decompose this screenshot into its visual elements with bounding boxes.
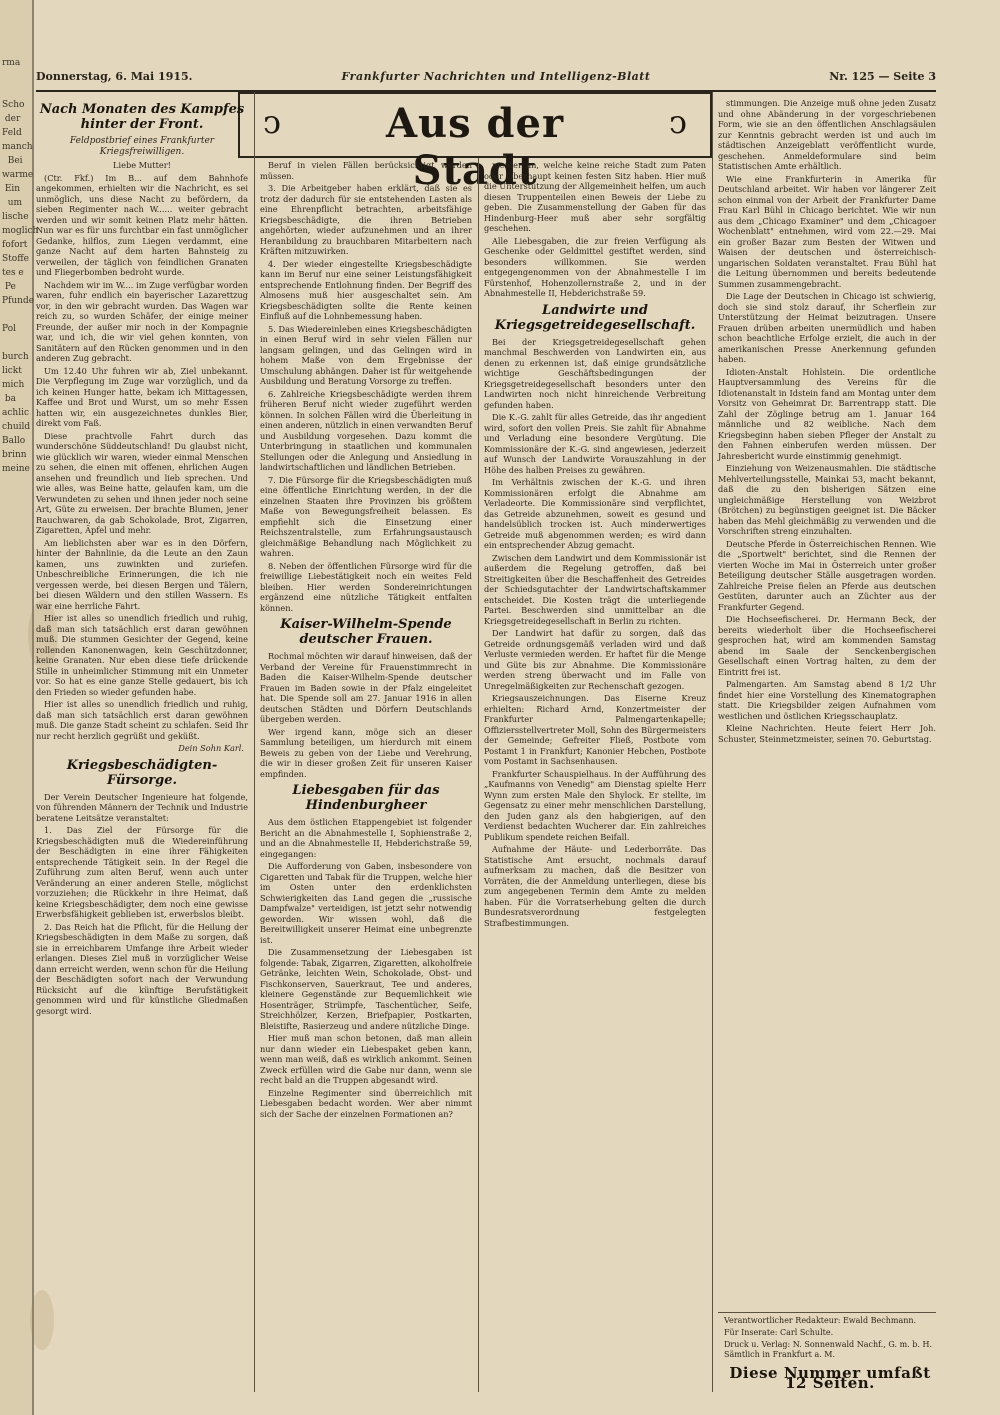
paragraph: Hier ist alles so unendlich friedlich und ruhig, daß man sich tatsächlich erst daran gewöhnen muß. Die stummen Gesichter der Gegend, keine rollenden Kanonenwagen, kein Geschützdonner, keine Granaten. Nur eben diese tiefe drückende Stille in unheimlicher Stimmung mit ein Unmeter vor. So hat es eine ganze Stelle gedauert, bis ich den Frieden so wieder gefunden habe. (36, 613, 248, 697)
article-heading: Nach Monaten des Kampfes hinter der Front. (39, 102, 245, 132)
column-2 (260, 160, 472, 1394)
article-subheading: Feldpostbrief eines Frankfurter Kriegsfreiwilligen. (69, 136, 215, 157)
article-heading: Liebesgaben für das Hindenburgheer (292, 783, 440, 813)
column-divider (712, 92, 713, 1392)
imprint-druck: Druck u. Verlag: N. Sonnenwald Nachf., G. m. b. H. Sämtlich in Frankfurt a. M. (724, 1340, 932, 1359)
paragraph: Rochmal möchten wir darauf hinweisen, daß der Verband der Vereine für Frauenstimmrecht in Baden die Kaiser-Wilhelm-Spende deutscher Frauen im Baden sowie in der Pfalz eingeleitet hat. Die Spende soll am 27. Januar 1916 in allen deutschen Städten und Dörfern Deutschlands übergeben werden. (260, 651, 472, 724)
paragraph: Alle Liebesgaben, die zur freien Verfügung als Geschenke oder Geldmittel gestiftet werden, sind besonders willkommen. Sie werden entgegengenommen von der Abnahmestelle I im Fürstenhof, Hohenzollernstraße 2, und in der Abnahmestelle II, Hebderichstraße 59. (484, 235, 706, 298)
imprint-inserate: Für Inserate: Carl Schulte. (724, 1328, 834, 1337)
paragraph: Einzelne Regimenter sind überreichlich mit Liebesgaben bedacht worden. Wer aber nimmt sich der Sache der einzelnen Formationen an? (260, 1087, 472, 1119)
header-date: Donnerstag, 6. Mai 1915. (36, 70, 193, 83)
paragraph: Beruf in vielen Fällen berücksichtigt werden müssen. (260, 160, 472, 181)
left-ornament-icon: ↄ (263, 103, 281, 141)
paragraph: 5. Das Wiedereinleben eines Kriegsbeschädigten in einen Beruf wird in sehr vielen Fällen nur langsam gelingen, und das Gelingen wird in hohem Maße von dem Ergebnisse der Umschulung abhängen. Daher ist für weitgehende Ausbildung und Beratung Vorsorge zu treffen. (260, 323, 472, 386)
paragraph: 4. Der wieder eingestellte Kriegsbeschädigte kann im Beruf nur eine seiner Leistungsfähigkeit entsprechende Entlohnung finden. Der Begriff des Almosens muß hier ausgeschaltet sein. Am Kriegsbeschädigten sollte die Rente keinen Einfluß auf die Lohnbemessung haben. (260, 258, 472, 321)
paragraph: Die K.-G. zahlt für alles Getreide, das ihr angedient wird, sofort den vollen Preis. Sie zahlt für Abnahme und Verladung eine besondere Vergütung. Die Kommissionäre der K.-G. sind angewiesen, jederzeit auf Wunsch der Landwirte Vorauszahlung in der Höhe des halben Preises zu gewähren. (484, 412, 706, 475)
previous-page-text: rma Scho der Feld manch Bei warme Ein um lische moglich fofort Stoffe tes e Pe Pfunde Pol burch lickt mich ba achlic chuild Ballo brinn meine (2, 58, 39, 474)
paragraph: menter an, welche keine reiche Stadt zum Paten oder Oberhaupt keinen festen Sitz haben. Hier muß die Unterstützung der Allgemeinheit helfen, um auch diesen Truppenteilen einen Beweis der Liebe zu geben. Die Zusammenstellung der Gaben für das Hindenburg-Heer muß aber sehr sorgfältig geschehen. (484, 160, 707, 233)
paragraph: Aufnahme der Häute- und Lederborräte. Das Statistische Amt ersucht, nochmals darauf aufmerksam zu machen, daß die Besitzer von Vorräten, die der Anmeldung unterliegen, diese bis zum angegebenen Termin dem Amte zu melden haben. Für die Vorratserhebung gelten die durch Bundesratsverordnung festgelegten Strafbestimmungen. (484, 844, 706, 928)
footer-rule (718, 1312, 936, 1313)
paragraph: Deutsche Pferde in Österreichischen Rennen. Wie die „Sportwelt" berichtet, sind die Rennen der vierten Woche im Mai in Österreich unter großer Beteiligung deutscher Ställe ausgetragen worden. Zahlreiche Preise fielen an Pferde aus deutschen Gestüten, darunter auch an Züchter aus der Frankfurter Gegend. (718, 538, 936, 612)
imprint-editor: Verantwortlicher Redakteur: Ewald Bechmann. (724, 1316, 917, 1325)
paragraph: Am lieblichsten aber war es in den Dörfern, hinter der Bahnlinie, da die Leute an den Zaun kamen, uns zuwinkten und zuriefen. Unbeschreibliche Erinnerungen, die ich nie vergessen werde, bei diesen Bergen und Tälern, bei diesen Wäldern und den stillen Wassern. Es war eine herrliche Fahrt. (36, 537, 248, 611)
paragraph: Zwischen dem Landwirt und dem Kommissionär ist außerdem die Regelung getroffen, daß bei Streitigkeiten über die Beschaffenheit des Getreides der Schiedsgutachter der Landwirtschaftskammer entscheidet. Die Kosten trägt die unterliegende Partei. Beschwerden sind unmittelbar an die Kriegsgetreidegesellschaft in Berlin zu richten. (484, 552, 706, 626)
paragraph: Im Verhältnis zwischen der K.-G. und ihren Kommissionären erfolgt die Abnahme am Verladeorte. Die Kommissionäre sind verpflichtet, das Getreide abzunehmen, soweit es gesund und handelsüblich trocken ist. Auch minderwertiges Getreide muß abgenommen werden; es wird dann ein entsprechender Abzug gemacht. (484, 477, 706, 550)
page-header (36, 70, 936, 90)
right-ornament-icon: ↄ (669, 103, 687, 141)
paragraph: Palmengarten. Am Samstag abend 8 1/2 Uhr findet hier eine Vorstellung des Kinematographen statt. Die Kriegsbilder zeigen Aufnahmen vom westlichen und östlichen Kriegsschauplatz. (718, 679, 936, 721)
paragraph: 3. Die Arbeitgeber haben erklärt, daß sie es trotz der dadurch für sie entstehenden Lasten als eine Ehrenpflicht betrachten, arbeitsfähige Kriegsbeschädigte, die ihren Betrieben angehörten, wieder aufzunehmen und an ihrer Heranbildung zu brauchbaren Mitarbeitern nach Kräften mitzuwirken. (260, 183, 472, 256)
paragraph: Die Lage der Deutschen in Chicago ist schwierig, doch sie sind stolz darauf, ihr Scherflein zur Unterstützung der Heimat beizutragen. Unsere Frauen drüben arbeiten unermüdlich und haben schon beachtliche Erfolge erzielt, die auch in der amerikanischen Presse Anerkennung gefunden haben. (718, 291, 936, 364)
article-heading: Kaiser-Wilhelm-Spende deutscher Frauen. (280, 617, 452, 647)
paragraph: Kleine Nachrichten. Heute feiert Herr Joh. Schuster, Steinmetzmeister, seinen 70. Geburtstag. (718, 723, 936, 744)
paragraph: Kriegsauszeichnungen. Das Eiserne Kreuz erhielten: Richard Arnd, Konzertmeister der Frankfurter Palmengartenkapelle; Offiziersstellvertreter Moll, Sohn des Bürgermeisters der Gemeinde; Gefreiter Fließ, Postbote vom Postamt 1 in Frankfurt; Kanonier Hebchen, Postbote vom Postamt in Sachsenhausen. (484, 693, 706, 766)
paragraph: Idioten-Anstalt Hohlstein. Die ordentliche Hauptversammlung des Vereins für die Idiotenanstalt in Idstein fand am Montag unter dem Vorsitz von Geheimrat Dr. Barrentrapp statt. Die Zahl der Zöglinge betrug am 1. Januar 164 männliche und 82 weibliche. Nach dem Kriegsbeginn haben sieben Pfleger der Anstalt zu den Fahnen einberufen werden müssen. Der Jahresbericht wurde einstimmig genehmigt. (718, 366, 936, 461)
page (36, 40, 988, 1400)
header-page-number: Nr. 125 — Seite 3 (829, 70, 936, 83)
paragraph: 6. Zahlreiche Kriegsbeschädigte werden ihrem früheren Beruf nicht wieder zugeführt werden können. In solchen Fällen wird die Überleitung in einen anderen, nützlich in einen verwandten Beruf und Ausbildung vorgesehen. Dazu kommt die Unterbringung in staatlichen und kommunalen Stellungen oder die Anlegung und Ansiedlung in landwirtschaftlichen und ländlichen Betrieben. (260, 388, 472, 472)
paragraph: Nachdem wir im W.... im Zuge verfügbar worden waren, fuhr endlich ein bayerischer Lazarettzug vor, in den wir gebracht wurden. Das Wagen war reich zu, so wurden Schäfer, der einige meiner Freunde, der außer mir noch in der Kompagnie war, und ich, die wir viel gehen konnten, von Sanitätern auf den Rücken genommen und in den anderen Zug gebracht. (36, 279, 248, 363)
previous-page-edge (0, 0, 39, 1415)
column-3 (484, 160, 706, 1394)
paragraph: Die Aufforderung von Gaben, insbesondere von Cigaretten und Tabak für die Truppen, welche hier im Osten unter den erdenklichsten Schwierigkeiten das Land gegen die „russische Dampfwalze" verteidigen, ist jetzt sehr notwendig geworden. Wir wissen wohl, daß die Bereitwilligkeit unserer Heimat eine unbegrenzte ist. (260, 861, 472, 945)
column-1 (36, 98, 248, 1394)
paragraph: Frankfurter Schauspielhaus. In der Aufführung des „Kaufmanns von Venedig" am Dienstag spielte Herr Wynn zum ersten Male den Shylock. Er stellte, im Gegensatz zu einer mehr menschlichen Darstellung, den Juden ganz als den habgierigen, auf den Verdienst bedachten Wucherer dar. Ein zahlreiches Publikum spendete reichen Beifall. (484, 768, 706, 842)
column-4 (718, 98, 936, 1310)
header-paper-name: Frankfurter Nachrichten und Intelligenz-Blatt (341, 70, 651, 83)
paragraph: Hier ist alles so unendlich friedlich und ruhig, daß man sich tatsächlich erst daran gewöhnen muß. Die ganze Stadt scheint zu schlafen. Seid Ihr nur recht herzlich gegrüßt und geküßt. (36, 699, 248, 741)
section-title: Aus der Stadt (385, 100, 565, 194)
column-divider (478, 158, 479, 1392)
paragraph: Wer irgend kann, möge sich an dieser Sammlung beteiligen, um hierdurch mit einem Beweis zu geben von der Liebe und Verehrung, die wir in dieser großen Zeit für unseren Kaiser empfinden. (260, 726, 472, 779)
paragraph: 2. Das Reich hat die Pflicht, für die Heilung der Kriegsbeschädigten in dem Maße zu sorgen, daß sie in erreichbarem Umfange ihre Arbeit wieder erlangen. Dieses Ziel muß in vorzüglicher Weise dann erreicht werden, wenn schon für die Heilung der Beschädigten sofort nach der Verwundung Rücksicht auf die künftige Berufstätigkeit genommen wird und für künstliche Gliedmaßen gesorgt wird. (36, 921, 248, 1016)
column-divider (254, 92, 255, 1392)
paragraph: 7. Die Fürsorge für die Kriegsbeschädigten muß eine öffentliche Einrichtung werden, in der die einzelnen Staaten ihre Provinzen bis größtem Maße von Bewegungsfreiheit belassen. Es empfiehlt sich die Einsetzung einer Reichszentralstelle, zum Erfahrungsaustausch gleichmäßige Behandlung nach Möglichkeit zu wahren. (260, 474, 472, 558)
imprint (724, 1316, 936, 1392)
paragraph: 1. Das Ziel der Fürsorge für die Kriegsbeschädigten muß die Wiedereinführung der Beschädigten in eine ihrer Fähigkeiten entsprechende Tätigkeit sein. In der Regel die Zuführung zum alten Beruf, wenn auch unter Veränderung an einer anderen Stelle, möglichst vorzuziehen; die Rückkehr in ihre Heimat, daß keine Kriegsbeschädigter, dem noch eine gewisse Erwerbsfähigkeit geblieben ist, erwerbslos bleibt. (36, 825, 248, 919)
paragraph: Der Landwirt hat dafür zu sorgen, daß das Getreide ordnungsgemäß verladen wird und daß Verluste vermieden werden. Er haftet für die Menge und Güte bis zur Abnahme. Die Kommissionäre werden streng überwacht und im Falle von Unregelmäßigkeiten zur Rechenschaft gezogen. (484, 628, 706, 691)
paragraph: Die Hochseefischerei. Dr. Hermann Beck, der bereits wiederholt über die Hochseefischerei gesprochen hat, wird am kommenden Samstag abend im Saale der Senckenbergischen Gesellschaft einen Vortrag halten, zu dem der Eintritt frei ist. (718, 614, 936, 677)
paragraph: Aus dem östlichen Etappengebiet ist folgender Bericht an die Abnahmestelle I, Sophienstraße 2, und an die Abnahmestelle II, Hebderichstraße 59, eingegangen: (260, 817, 472, 859)
paragraph: Einziehung von Weizenausmahlen. Die städtische Mehlverteilungsstelle, Mainkai 53, macht bekannt, daß die zu den bisherigen Sätzen eine ungleichmäßige Herstellung von Weizbrot (Brötchen) zu begünstigen geeignet ist. Die Bäcker haben das Mehl gleichmäßig zu verwenden und die Vorschriften streng einzuhalten. (718, 463, 936, 536)
paragraph: Bei der Kriegsgetreidegesellschaft gehen manchmal Beschwerden von Landwirten ein, aus denen zu erkennen ist, daß einige grundsätzliche wichtige Geschäftsbedingungen der Kriegsgetreidegesellschaft besonders unter den Landwirten noch nicht hinreichende Verbreitung gefunden haben. (484, 336, 706, 410)
paragraph: Diese prachtvolle Fahrt durch das wunderschöne Süddeutschland! Du glaubst nicht, wie glücklich wir waren, wieder einmal Menschen zu sehen, die einen mit offenen, ehrlichen Augen ansehen und freundlich und lieb sprechen. Und wie alles, was Beine hatte, gelaufen kam, um die Verwundeten zu sehen und ihnen jeder noch seine Art, Güte zu erweisen. Der brachte Blumen, jener Rauchwaren, da gab Schokolade, Brot, Zigarren, Zigaretten, Äpfel und mehr. (36, 430, 248, 535)
paragraph: (Ctr. Fkf.) Im B... auf dem Bahnhofe angekommen, erhielten wir die Nachricht, es sei unmöglich, uns diese Nacht zu befördern, da sieben Regimenter nach W...... weiter gebracht werden und wir somit keinen Platz mehr hätten. Nun war es für uns furchtbar ein fast unmöglicher Gedanke, hilflos, zum Liegen verdammt, eine ganze Nacht auf dem harten Bahnsteig zu verweilen, der täglich von feindlichen Granaten und Fliegerbomben bedroht wurde. (36, 172, 248, 277)
page-count-note: Diese Nummer umfaßt 12 Seiten. (729, 1364, 931, 1392)
paragraph: Wie eine Frankfurterin in Amerika für Deutschland arbeitet. Wir haben vor längerer Zeit schon einmal von der Arbeit der Frankfurter Dame Frau Karl Bühl in Chicago berichtet. Wie wir nun aus dem „Chicago Examiner" und dem „Chicagoer Wochenblatt" entnehmen, wird vom 22.—29. Mai ein großer Bazar zum Besten der Witwen und Waisen der deutschen und österreichisch-ungarischen Soldaten veranstaltet. Frau Bühl hat die Leitung übernommen und bereits bedeutende Summen zusammengebracht. (718, 173, 936, 289)
paragraph: 8. Neben der öffentlichen Fürsorge wird für die freiwillige Liebestätigkeit noch ein weites Feld bleiben. Hier werden Sondereinrichtungen ergänzend eine nützliche Tätigkeit entfalten können. (260, 560, 472, 613)
letter-signature: Dein Sohn Karl. (178, 743, 244, 753)
letter-greeting: Liebe Mutter! (113, 160, 171, 170)
article-heading: Landwirte und Kriegsgetreidegesellschaft. (494, 302, 696, 333)
paragraph: Der Verein Deutscher Ingenieure hat folgende, von führenden Männern der Technik und Industrie beratene Leitsätze veranstaltet: (36, 791, 248, 823)
paragraph: Die Zusammensetzung der Liebesgaben ist folgende: Tabak, Zigarren, Zigaretten, alkoholfreie Getränke, leichten Wein, Schokolade, Obst- und Fischkonserven, Sauerkraut, Tee und anderes, kleinere Gegenstände zur Bequemlichkeit wie Hosenträger, Strümpfe, Taschentücher, Seife, Streichhölzer, Kerzen, Briefpapier, Postkarten, Bleistifte, Rasierzeug und andere nützliche Dinge. (260, 947, 472, 1031)
paragraph: Um 12.40 Uhr fuhren wir ab, Ziel unbekannt. Die Verpflegung im Zuge war vorzüglich, und da ich keinen Hunger hatte, bekam ich Mittagessen, Kaffee und Brot und Wurst, um so mehr Essen hatten wir, ein ausgezeichnetes dunkles Bier, direkt vom Faß. (36, 365, 248, 428)
paragraph: stimmungen. Die Anzeige muß ohne jeden Zusatz und ohne Abänderung in der vorgeschriebenen Form, wie sie an den öffentlichen Anschlagsäulen zur Kenntnis gebracht werden ist und auch im städtischen Anzeigeblatt veröffentlicht wurde, geschehen. Anmeldeformulare sind beim Statistischen Amte erhältlich. (718, 98, 936, 171)
article-heading: Kriegsbeschädigten-Fürsorge. (66, 757, 218, 788)
paragraph: Hier muß man schon betonen, daß man allein nur dann wieder ein Liebespaket geben kann, wenn man weiß, daß es wirklich ankommt. Seinen Zweck erfüllen wird die Gabe nur dann, wenn sie recht bald an die Truppen abgesandt wird. (260, 1033, 472, 1085)
